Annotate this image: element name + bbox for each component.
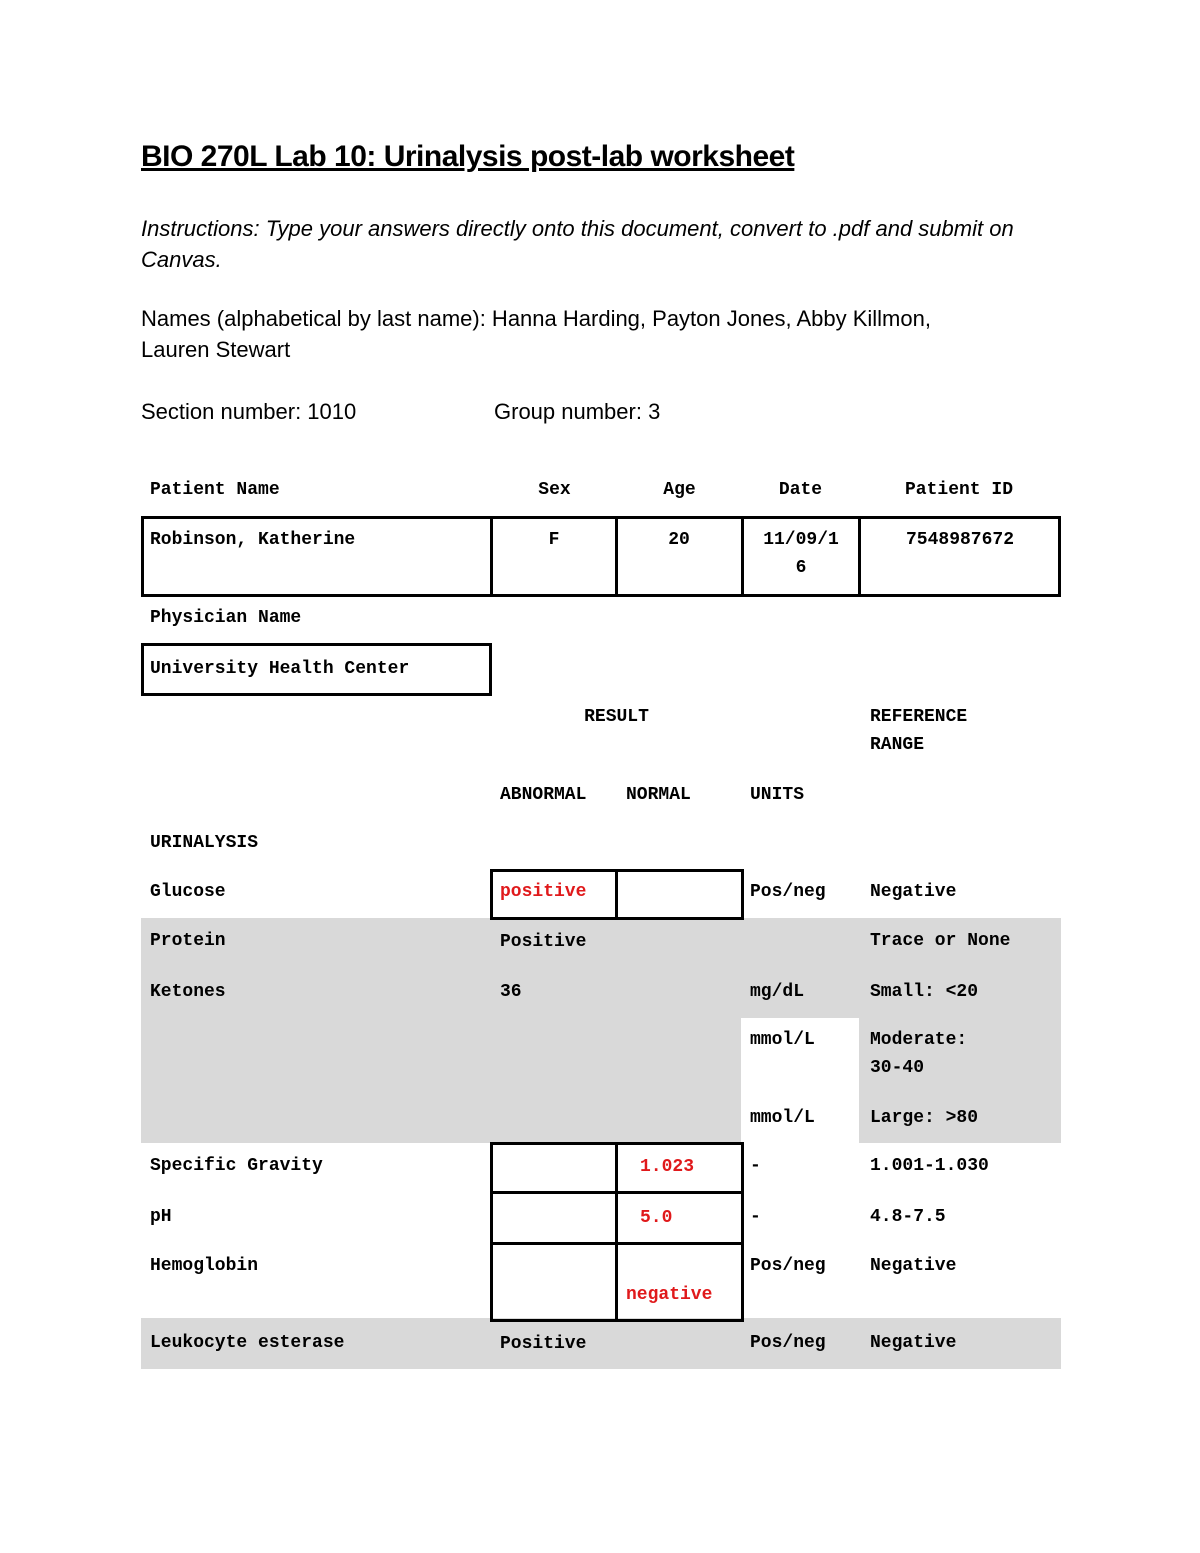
hemoglobin-reference: Negative [870, 1256, 957, 1276]
specific-gravity-reference: 1.001-1.030 [870, 1156, 989, 1176]
group-number: Group number: 3 [494, 399, 661, 424]
protein-label: Protein [150, 931, 226, 951]
leukocyte-label: Leukocyte esterase [150, 1333, 345, 1353]
result-header: RESULT [584, 707, 649, 727]
glucose-reference: Negative [870, 882, 957, 902]
ph-label: pH [150, 1207, 172, 1227]
ketones-reference-small: Small: <20 [870, 982, 979, 1002]
reference-header-line1: REFERENCE [870, 707, 968, 727]
hemoglobin-normal-value[interactable]: negative [626, 1285, 713, 1305]
document-title: BIO 270L Lab 10: Urinalysis post-lab worksheet [141, 140, 795, 173]
glucose-label: Glucose [150, 882, 226, 902]
ketones-large-units: mmol/L [750, 1108, 815, 1128]
ketones-moderate-units: mmol/L [750, 1030, 815, 1050]
protein-abnormal-value[interactable]: Positive [500, 932, 587, 952]
sex-value[interactable]: F [548, 530, 560, 550]
reference-header-line2: RANGE [870, 735, 925, 755]
ketones-reference-moderate-line2: 30-40 [870, 1058, 925, 1078]
ph-normal-value[interactable]: 5.0 [640, 1208, 673, 1228]
patient-name-value[interactable]: Robinson, Katherine [150, 530, 356, 550]
units-header: UNITS [750, 785, 805, 805]
instructions-text: Instructions: Type your answers directly onto this document, convert to .pdf and submit on Canvas. [141, 216, 1014, 272]
glucose-abnormal-value[interactable]: positive [500, 882, 587, 902]
abnormal-header: ABNORMAL [500, 785, 587, 805]
age-header: Age [663, 480, 696, 500]
date-value-line2: 6 [795, 558, 807, 578]
patient-id-value[interactable]: 7548987672 [905, 530, 1015, 550]
ketones-reference-large: Large: >80 [870, 1108, 979, 1128]
section-number: Section number: 1010 [141, 399, 357, 424]
names-line-2: Lauren Stewart [141, 337, 291, 362]
names-line-1: Names (alphabetical by last name): Hanna Harding, Payton Jones, Abby Killmon, [141, 306, 931, 331]
ketones-reference-moderate-line1: Moderate: [870, 1030, 968, 1050]
ketones-units: mg/dL [750, 982, 805, 1002]
date-header: Date [778, 480, 823, 500]
physician-label: Physician Name [150, 608, 302, 628]
sex-header: Sex [538, 480, 571, 500]
leukocyte-abnormal-value[interactable]: Positive [500, 1334, 587, 1354]
protein-reference: Trace or None [870, 931, 1011, 951]
ketones-label: Ketones [150, 982, 226, 1002]
glucose-units: Pos/neg [750, 882, 826, 902]
physician-value[interactable]: University Health Center [150, 659, 410, 679]
specific-gravity-units: - [750, 1156, 761, 1176]
age-value[interactable]: 20 [668, 530, 690, 550]
leukocyte-reference: Negative [870, 1333, 957, 1353]
date-value-line1[interactable]: 11/09/1 [763, 530, 839, 550]
leukocyte-units: Pos/neg [750, 1333, 826, 1353]
ketones-abnormal-value[interactable]: 36 [500, 982, 522, 1002]
specific-gravity-normal-value[interactable]: 1.023 [640, 1157, 695, 1177]
urinalysis-section-header: URINALYSIS [150, 833, 259, 853]
normal-header: NORMAL [626, 785, 691, 805]
ph-reference: 4.8-7.5 [870, 1207, 946, 1227]
hemoglobin-units: Pos/neg [750, 1256, 826, 1276]
patient-name-header: Patient Name [150, 480, 280, 500]
ph-units: - [750, 1207, 761, 1227]
patient-info-box [141, 516, 1061, 597]
hemoglobin-label: Hemoglobin [150, 1256, 259, 1276]
patient-id-header: Patient ID [904, 480, 1014, 500]
specific-gravity-label: Specific Gravity [150, 1156, 323, 1176]
